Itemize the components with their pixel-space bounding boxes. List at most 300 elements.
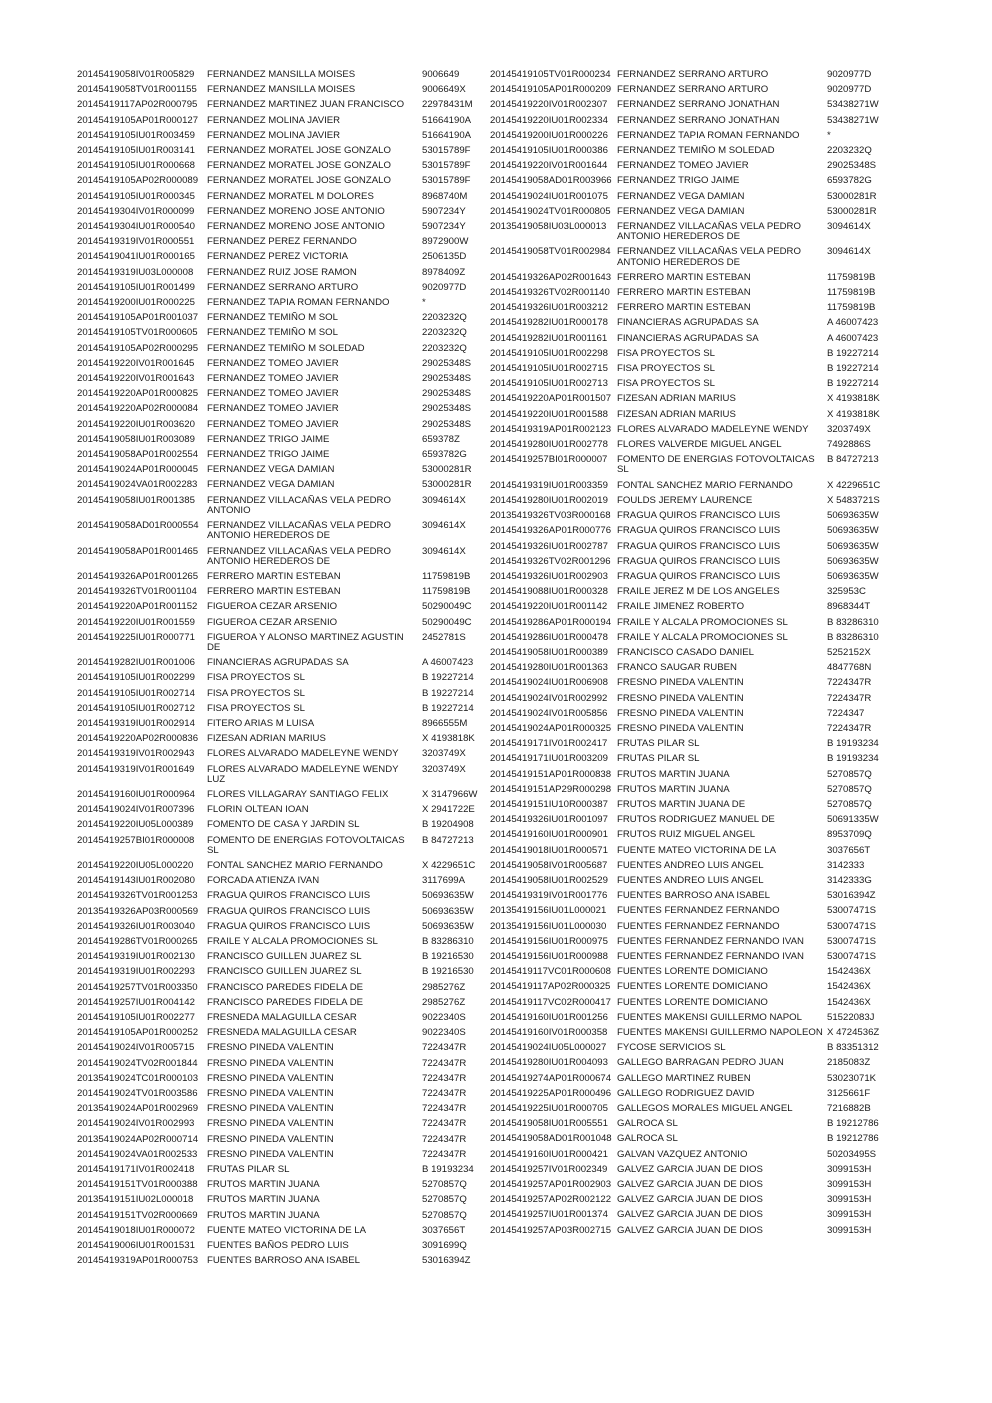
tax-id: 50693635W — [827, 540, 879, 552]
holder-name: FISA PROYECTOS SL — [617, 378, 715, 390]
holder-name: FUENTE MATEO VICTORINA DE LA — [207, 1224, 367, 1236]
holder-name: FIZESAN ADRIAN MARIUS — [617, 393, 736, 405]
holder-name: FINANCIERAS AGRUPADAS SA — [617, 317, 759, 329]
holder-name: FRESNEDA MALAGUILLA CESAR — [207, 1012, 357, 1023]
table-row — [77, 1028, 475, 1038]
holder-name: FERNANDEZ PEREZ VICTORIA — [207, 251, 349, 263]
holder-name: FUENTES LORENTE DOMICIANO — [617, 966, 768, 978]
record-code: 20145419326TV01R001253 — [77, 890, 198, 902]
holder-name: FERNANDEZ TRIGO JAIME — [207, 433, 330, 445]
holder-name: FORCADA ATIENZA IVAN — [207, 875, 320, 887]
record-code: 20145419257AP02R002122 — [490, 1194, 612, 1206]
record-code: 20145419220IU01R003620 — [77, 418, 195, 430]
record-code: 20145419058AP01R001465 — [77, 545, 199, 557]
record-code: 20145419319IU01R003359 — [490, 479, 608, 491]
holder-name: FERNANDEZ SERRANO ARTURO — [207, 281, 359, 293]
holder-name: FRAGUA QUIROS FRANCISCO LUIS — [617, 570, 781, 582]
holder-name: FRAGUA QUIROS FRANCISCO LUIS — [617, 555, 781, 567]
table-row — [77, 1059, 475, 1069]
record-code: 20145419326TV01R001104 — [77, 586, 197, 598]
tax-id: A 46007423 — [827, 332, 879, 344]
record-code: 20145419326AP02R001643 — [490, 271, 612, 283]
record-code: 20145419105TV01R000234 — [490, 69, 611, 80]
table-row — [490, 161, 890, 171]
tax-id: 11759819B — [827, 271, 876, 283]
holder-name: FERNANDEZ TRIGO JAIME — [617, 175, 740, 187]
record-code: 20145419286IU01R000478 — [490, 631, 608, 643]
tax-id: X 4193818K — [827, 393, 880, 405]
tax-id: 53000281R — [827, 190, 877, 202]
tax-id: 6593782G — [422, 449, 467, 461]
table-row — [490, 800, 890, 810]
tax-id: 29025348S — [422, 418, 472, 430]
record-code: 20145419171IU01R003209 — [490, 753, 608, 765]
record-code: 20145419105AP01R000127 — [77, 114, 199, 126]
holder-name: FERNANDEZ SERRANO JONATHAN — [617, 99, 780, 111]
table-row — [490, 1226, 890, 1236]
tax-id: 3099153H — [827, 1224, 872, 1236]
tax-id: 9020977D — [827, 84, 872, 96]
tax-id: 9020977D — [827, 69, 872, 80]
holder-name: FRANCISCO PAREDES FIDELA DE — [207, 981, 364, 993]
tax-id: 8968344T — [827, 601, 871, 613]
tax-id: 7224347R — [422, 1103, 467, 1115]
table-row — [77, 689, 475, 699]
tax-id: 8968740M — [422, 190, 468, 202]
record-code: 20145419058IV01R005687 — [490, 859, 608, 871]
table-row — [77, 85, 475, 95]
table-row — [490, 334, 890, 344]
tax-id: 7492886S — [827, 439, 871, 451]
table-row — [77, 1119, 475, 1129]
tax-id: 5252152X — [827, 646, 871, 658]
table-row — [490, 131, 890, 141]
tax-id: 7224347 — [827, 707, 865, 719]
record-code: 20145419151IU10R000387 — [490, 798, 608, 810]
table-row — [77, 146, 475, 156]
holder-name: FERRERO MARTIN ESTEBAN — [207, 570, 341, 582]
holder-name: GALLEGO RODRIGUEZ DAVID — [617, 1087, 755, 1099]
tax-id: 29025348S — [422, 403, 472, 415]
table-row — [490, 648, 890, 658]
table-row — [77, 480, 475, 490]
table-row — [77, 719, 475, 729]
table-row — [77, 1241, 475, 1251]
holder-name: FRAILE Y ALCALA PROMOCIONES SL — [207, 935, 378, 947]
holder-name: FRANCISCO GUILLEN JUAREZ SL — [207, 951, 362, 963]
tax-id: 53438271W — [827, 114, 879, 126]
record-code: 20145419257IV01R002349 — [490, 1163, 608, 1175]
holder-name: GALVEZ GARCIA JUAN DE DIOS — [617, 1194, 763, 1206]
record-code: 20145419105IU01R002714 — [77, 687, 195, 699]
record-code: 20145419041IU01R000165 — [77, 251, 195, 263]
record-code: 20145419024IU01R001075 — [490, 190, 608, 202]
tax-id: 53015789F — [422, 160, 471, 172]
tax-id: A 46007423 — [422, 657, 474, 669]
holder-name: FRESNO PINEDA VALENTIN — [207, 1057, 334, 1069]
holder-name: FINANCIERAS AGRUPADAS SA — [617, 332, 759, 344]
record-code: 20145419058IU01R005551 — [490, 1118, 608, 1130]
table-row — [490, 410, 890, 420]
table-row — [77, 658, 475, 668]
tax-id: 3094614X — [422, 520, 466, 532]
holder-name: FONTAL SANCHEZ MARIO FERNANDO — [207, 859, 383, 871]
tax-id: 50693635W — [827, 525, 879, 537]
record-code: 20145419058AD01R003966 — [490, 175, 612, 187]
table-row — [77, 587, 475, 597]
table-row — [490, 1089, 890, 1099]
tax-id: 50693635W — [422, 905, 474, 917]
tax-id: 7224347R — [422, 1148, 467, 1160]
tax-id: B 19216530 — [422, 951, 474, 963]
holder-name: FIGUEROA Y ALONSO MARTINEZ AGUSTIN DE — [207, 631, 404, 653]
table-row — [490, 222, 890, 242]
tax-id: 53007471S — [827, 920, 877, 932]
table-row — [490, 663, 890, 673]
table-row — [490, 618, 890, 628]
holder-name: FERNANDEZ TOMEO JAVIER — [207, 373, 339, 385]
table-row — [490, 633, 890, 643]
holder-name: FRESNO PINEDA VALENTIN — [207, 1042, 334, 1054]
record-code: 20145419105IU01R003141 — [77, 145, 195, 157]
tax-id: 5270857Q — [422, 1194, 467, 1206]
tax-id: 9022340S — [422, 1027, 466, 1039]
table-row — [77, 192, 475, 202]
table-row — [77, 207, 475, 217]
holder-name: FUENTES LORENTE DOMICIANO — [617, 996, 768, 1008]
record-code: 20145419117AP02R000325 — [490, 981, 611, 993]
table-row — [490, 982, 890, 992]
tax-id: 50693635W — [827, 570, 879, 582]
record-code: 20145419257BI01R000007 — [490, 454, 608, 466]
holder-name: FRAGUA QUIROS FRANCISCO LUIS — [617, 540, 781, 552]
holder-name: FERNANDEZ TEMIÑO M SOL — [207, 327, 338, 339]
holder-name: GALLEGO BARRAGAN PEDRO JUAN — [617, 1057, 784, 1069]
holder-name: GALVEZ GARCIA JUAN DE DIOS — [617, 1163, 763, 1175]
holder-name: FRESNEDA MALAGUILLA CESAR — [207, 1027, 357, 1039]
holder-name: FRANCISCO CASADO DANIEL — [617, 646, 755, 658]
record-code: 20145419326IU01R003040 — [77, 920, 195, 932]
table-row — [490, 1165, 890, 1175]
holder-name: FERNANDEZ MORATEL M DOLORES — [207, 190, 374, 202]
holder-name: FIZESAN ADRIAN MARIUS — [617, 408, 736, 420]
holder-name: FLORES ALVARADO MADELEYNE WENDY — [617, 423, 809, 435]
record-code: 20145419160IU01R001256 — [490, 1011, 608, 1023]
holder-name: FRUTAS PILAR SL — [617, 738, 700, 750]
holder-name: FERNANDEZ MANSILLA MOISES — [207, 69, 356, 80]
record-code: 20145419018IU01R000571 — [490, 844, 608, 856]
holder-name: FRAGUA QUIROS FRANCISCO LUIS — [207, 905, 371, 917]
holder-name: FERNANDEZ VEGA DAMIAN — [617, 190, 745, 202]
record-code: 20145419151TV01R000388 — [77, 1179, 198, 1191]
holder-name: FRANCISCO GUILLEN JUAREZ SL — [207, 966, 362, 978]
tax-id: 3117699A — [422, 875, 466, 887]
holder-name: FUENTES FERNANDEZ FERNANDO — [617, 920, 780, 932]
record-code: 20145419220IU01R001588 — [490, 408, 608, 420]
tax-id: 7224347R — [422, 1042, 467, 1054]
tax-id: 2185083Z — [827, 1057, 871, 1069]
holder-name: FERNANDEZ TEMIÑO M SOLEDAD — [617, 145, 775, 157]
tax-id: 50693635W — [827, 555, 879, 567]
tax-id: 7224347R — [422, 1072, 467, 1084]
record-code: 20145419225IU01R000771 — [77, 631, 195, 643]
record-code: 20135419156IU01L000030 — [490, 920, 607, 932]
table-row — [77, 907, 475, 917]
record-code: 20145419160IV01R000358 — [490, 1027, 608, 1038]
tax-id: 3099153H — [827, 1209, 872, 1221]
tax-id: B 19204908 — [422, 819, 474, 831]
table-row — [490, 694, 890, 704]
tax-id: 7224347R — [827, 722, 872, 734]
holder-name: FYCOSE SERVICIOS SL — [617, 1042, 726, 1054]
holder-name: FERNANDEZ TOMEO JAVIER — [207, 388, 339, 400]
holder-name: FERNANDEZ VILLACAÑAS VELA PEDRO ANTONIO HEREDEROS DE — [207, 545, 391, 567]
tax-id: X 4193818K — [827, 408, 880, 420]
holder-name: FISA PROYECTOS SL — [617, 347, 715, 359]
table-row — [77, 374, 475, 384]
holder-name: GALVEZ GARCIA JUAN DE DIOS — [617, 1179, 763, 1191]
record-code: 20145419105IU01R000345 — [77, 190, 195, 202]
record-code: 20135419326AP03R000569 — [77, 905, 199, 917]
record-code: 20145419220AP02R000084 — [77, 403, 199, 415]
holder-name: FISA PROYECTOS SL — [207, 702, 305, 714]
holder-name: FONTAL SANCHEZ MARIO FERNANDO — [617, 479, 793, 491]
record-code: 20145419200IU01R000226 — [490, 129, 608, 141]
tax-id: X 4229651C — [422, 859, 476, 871]
tax-id: 2985276Z — [422, 981, 466, 993]
holder-name: FRAGUA QUIROS FRANCISCO LUIS — [617, 510, 781, 522]
record-code: 20145419105IU01R003459 — [77, 129, 195, 141]
holder-name: FERNANDEZ TAPIA ROMAN FERNANDO — [207, 297, 390, 309]
holder-name: FRESNO PINEDA VALENTIN — [617, 677, 744, 689]
record-code: 20145419319IV01R000551 — [77, 236, 195, 248]
tax-id: 5907234Y — [422, 221, 466, 233]
record-code: 20145419058TV01R001155 — [77, 84, 197, 96]
table-row — [490, 288, 890, 298]
table-row — [490, 481, 890, 491]
record-code: 20145419156IU01R000988 — [490, 950, 608, 962]
tax-id: 3099153H — [827, 1194, 872, 1206]
table-row — [77, 404, 475, 414]
table-row — [490, 785, 890, 795]
record-code: 20145419024AP01R000325 — [490, 722, 612, 734]
table-row — [490, 1028, 890, 1038]
record-code: 20145419220IU01R001559 — [77, 616, 195, 628]
holder-name: FUENTES MAKENSI GUILLERMO NAPOL — [617, 1011, 802, 1023]
record-code: 20145419326IU01R002903 — [490, 570, 608, 582]
record-code: 20145419220IU01R001142 — [490, 601, 608, 613]
record-code: 20145419151AP01R000838 — [490, 768, 612, 780]
holder-name: GALLEGO MARTINEZ RUBEN — [617, 1072, 751, 1084]
tax-id: 3094614X — [827, 221, 871, 233]
tax-id: 3203749X — [422, 748, 466, 760]
record-code: 20145419117VC01R000608 — [490, 966, 611, 978]
holder-name: FRANCISCO PAREDES FIDELA DE — [207, 996, 364, 1008]
tax-id: A 46007423 — [827, 317, 879, 329]
tax-id: B 19227214 — [422, 672, 474, 684]
tax-id: 3094614X — [422, 545, 466, 557]
tax-id: 7224347R — [422, 1088, 467, 1100]
record-code: 20145419280IU01R002778 — [490, 439, 608, 451]
table-row — [77, 891, 475, 901]
tax-id: X 5483721S — [827, 494, 880, 506]
table-row — [490, 998, 890, 1008]
record-code: 20145419058AD01R000554 — [77, 520, 199, 532]
table-row — [77, 420, 475, 430]
tax-id: B 19227214 — [422, 702, 474, 714]
holder-name: FRUTOS MARTIN JUANA DE — [617, 798, 746, 810]
record-code: 20145419105IU01R002298 — [490, 347, 608, 359]
holder-name: FERNANDEZ SERRANO ARTURO — [617, 84, 769, 96]
record-code: 20145419220IV01R001645 — [77, 357, 195, 369]
table-row — [490, 1043, 890, 1053]
holder-name: FUENTES ANDREO LUIS ANGEL — [617, 874, 764, 886]
tax-id: 50203495S — [827, 1148, 877, 1160]
table-row — [77, 176, 475, 186]
record-code: 20145419282IU01R001006 — [77, 657, 195, 669]
holder-name: FRAILE Y ALCALA PROMOCIONES SL — [617, 631, 788, 643]
holder-name: FRAILE JEREZ M DE LOS ANGELES — [617, 586, 780, 598]
tax-id: 29025348S — [422, 373, 472, 385]
table-row — [77, 1135, 475, 1145]
record-code: 20135419024TC01R000103 — [77, 1072, 199, 1084]
holder-name: FRESNO PINEDA VALENTIN — [617, 692, 744, 704]
table-row — [77, 359, 475, 369]
holder-name: FITERO ARIAS M LUISA — [207, 717, 315, 729]
record-code: 20145419058IU01R001385 — [77, 494, 195, 506]
record-code: 20145419257IU01R004142 — [77, 996, 195, 1008]
holder-name: GALVEZ GARCIA JUAN DE DIOS — [617, 1224, 763, 1236]
table-row — [77, 222, 475, 232]
record-code: 20145419257AP03R002715 — [490, 1224, 612, 1236]
table-row — [490, 318, 890, 328]
holder-name: FUENTES BARROSO ANA ISABEL — [207, 1255, 361, 1267]
tax-id: 5907234Y — [422, 205, 466, 217]
tax-id: 5270857Q — [827, 783, 872, 795]
tax-id: B 19216530 — [422, 966, 474, 978]
tax-id: 2506135D — [422, 251, 467, 263]
tax-id: 3037656T — [422, 1224, 466, 1236]
table-row — [77, 1180, 475, 1190]
tax-id: 325953C — [827, 586, 866, 598]
record-code: 20145419105AP01R001037 — [77, 312, 199, 324]
table-row — [77, 283, 475, 293]
tax-id: 3037656T — [827, 844, 871, 856]
holder-name: FERNANDEZ VILLACAÑAS VELA PEDRO ANTONIO HEREDEROS DE — [207, 520, 391, 542]
tax-id: 7224347R — [422, 1118, 467, 1130]
tax-id: 2203232Q — [422, 342, 467, 354]
holder-name: FRUTOS RODRIGUEZ MANUEL DE — [617, 814, 775, 826]
table-row — [77, 820, 475, 830]
holder-name: FERNANDEZ TEMIÑO M SOLEDAD — [207, 342, 365, 354]
tax-id: 53015789F — [422, 175, 471, 187]
table-row — [77, 389, 475, 399]
tax-id: X 4193818K — [422, 733, 475, 745]
table-row — [77, 1211, 475, 1221]
tax-id: 53000281R — [422, 479, 472, 491]
tax-id: 3203749X — [827, 423, 871, 435]
record-code: 20145419225IU01R000705 — [490, 1103, 608, 1115]
tax-id: 8972900W — [422, 236, 469, 248]
record-code: 20145419117VC02R000417 — [490, 996, 611, 1008]
holder-name: FRAILE Y ALCALA PROMOCIONES SL — [617, 616, 788, 628]
table-row — [490, 906, 890, 916]
table-row — [490, 192, 890, 202]
record-code: 20145419105AP02R000295 — [77, 342, 199, 354]
holder-name: FRUTAS PILAR SL — [207, 1164, 290, 1176]
holder-name: FLORIN OLTEAN IOAN — [207, 804, 309, 816]
record-code: 20135419024AP02R000714 — [77, 1133, 199, 1145]
tax-id: B 83286310 — [422, 935, 474, 947]
tax-id: B 19193234 — [827, 738, 879, 750]
tax-id: 7224347R — [422, 1057, 467, 1069]
holder-name: FUENTES BARROSO ANA ISABEL — [617, 890, 771, 902]
record-code: 20145419220IU05L000220 — [77, 859, 194, 871]
tax-id: B 19193234 — [827, 753, 879, 765]
table-row — [77, 876, 475, 886]
record-code: 20135419058IU03L000013 — [490, 221, 607, 233]
record-code: 20145419220IV01R002307 — [490, 99, 608, 111]
holder-name: FRESNO PINEDA VALENTIN — [207, 1088, 334, 1100]
holder-name: FERNANDEZ VILLACAÑAS VELA PEDRO ANTONIO — [207, 494, 391, 516]
record-code: 20145419282IU01R001161 — [490, 332, 608, 344]
tax-id: 3099153H — [827, 1163, 872, 1175]
holder-name: FERNANDEZ MANSILLA MOISES — [207, 84, 356, 96]
holder-name: FERRERO MARTIN ESTEBAN — [617, 302, 751, 314]
tax-id: B 84727213 — [827, 454, 879, 466]
holder-name: FERNANDEZ SERRANO ARTURO — [617, 69, 769, 80]
tax-id: 51664190A — [422, 129, 472, 141]
record-code: 20145419220AP01R000825 — [77, 388, 199, 400]
tax-id: 9006649 — [422, 69, 460, 80]
table-row — [490, 1195, 890, 1205]
tax-id: B 19227214 — [827, 347, 879, 359]
table-row — [77, 328, 475, 338]
table-row — [490, 678, 890, 688]
holder-name: FERNANDEZ MARTINEZ JUAN FRANCISCO — [207, 99, 405, 111]
tax-id: 11759819B — [422, 586, 471, 598]
table-row — [490, 739, 890, 749]
table-row — [77, 496, 475, 516]
holder-name: FERRERO MARTIN ESTEBAN — [617, 271, 751, 283]
table-row — [490, 861, 890, 871]
table-row — [490, 116, 890, 126]
table-row — [77, 836, 475, 856]
record-code: 20145419319IV01R001776 — [490, 890, 608, 902]
table-row — [77, 704, 475, 714]
tax-id: * — [827, 129, 831, 141]
table-row — [490, 425, 890, 435]
holder-name: FERNANDEZ TOMEO JAVIER — [207, 418, 339, 430]
table-row — [490, 709, 890, 719]
tax-id: B 19212786 — [827, 1133, 879, 1145]
table-row — [77, 1013, 475, 1023]
tax-id: 3203749X — [422, 763, 466, 775]
record-code: 20135419151IU02L000018 — [77, 1194, 194, 1206]
holder-name: FRUTAS PILAR SL — [617, 753, 700, 765]
right-column — [490, 70, 890, 1241]
holder-name: FERNANDEZ SERRANO JONATHAN — [617, 114, 780, 126]
table-row — [490, 846, 890, 856]
record-code: 20145419018IU01R000072 — [77, 1224, 195, 1236]
tax-id: 29025348S — [827, 160, 877, 172]
record-code: 20145419006IU01R001531 — [77, 1240, 195, 1252]
holder-name: FERNANDEZ VEGA DAMIAN — [617, 205, 745, 217]
table-row — [490, 891, 890, 901]
tax-id: X 4229651C — [827, 479, 881, 491]
tax-id: 9022340S — [422, 1012, 466, 1023]
record-code: 20145419280IU01R004093 — [490, 1057, 608, 1069]
